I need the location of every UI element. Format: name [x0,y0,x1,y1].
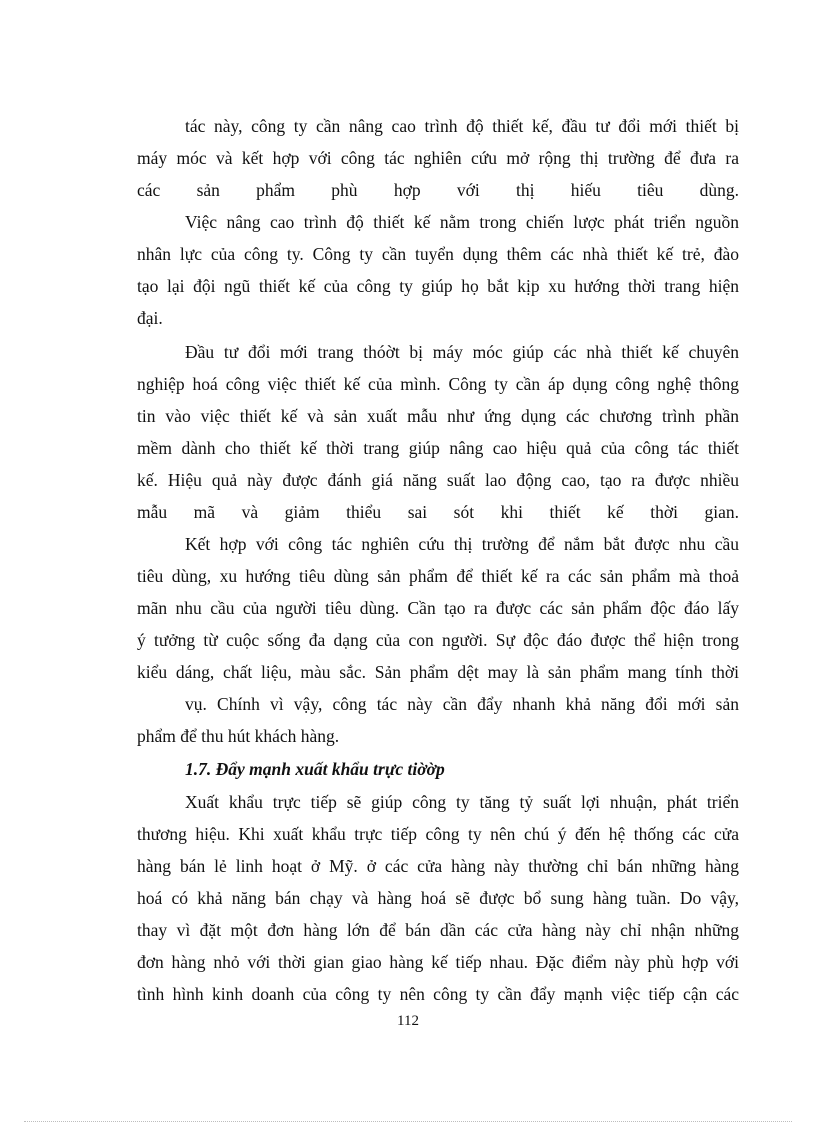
text-line: Đầu tư đổi mới trang thóờt bị máy móc giúp các nhà thiết kế chuyên [185,342,739,362]
text-line: các sản phẩm phù hợp với thị hiếu tiêu dùng. [137,180,739,200]
text-line: thương hiệu. Khi xuất khẩu trực tiếp công ty nên chú ý đến hệ thống các cửa [137,824,739,844]
text-line: nghiệp hoá công việc thiết kế của mình. Công ty cần áp dụng công nghệ thông [137,374,739,394]
text-line: tạo lại đội ngũ thiết kế của công ty giúp họ bắt kịp xu hướng thời trang hiện [137,276,739,296]
text-line: mẫu mã và giảm thiểu sai sót khi thiết kế thời gian. [137,502,739,522]
text-line: Xuất khẩu trực tiếp sẽ giúp công ty tăng tỷ suất lợi nhuận, phát triển [185,792,739,812]
page-border [24,1121,792,1122]
text-line: phẩm để thu hút khách hàng. [137,726,340,746]
text-line: Kết hợp với công tác nghiên cứu thị trường để nắm bắt được nhu cầu [185,534,739,554]
text-line: đại. [137,308,163,328]
text-line: Việc nâng cao trình độ thiết kế nằm trong chiến lược phát triển nguồn [185,212,739,232]
text-line: kiểu dáng, chất liệu, màu sắc. Sản phẩm dệt may là sản phẩm mang tính thời [137,662,739,682]
text-line: nhân lực của công ty. Công ty cần tuyển dụng thêm các nhà thiết kế trẻ, đào [137,244,739,264]
text-line: tiêu dùng, xu hướng tiêu dùng sản phẩm để thiết kế ra các sản phẩm mà thoả [137,566,739,586]
page-number: 112 [397,1013,419,1029]
text-line: tác này, công ty cần nâng cao trình độ thiết kế, đầu tư đổi mới thiết bị [185,116,739,136]
text-line: mãn nhu cầu của người tiêu dùng. Cần tạo ra được các sản phẩm độc đáo lấy [137,598,739,618]
text-line: ý tưởng từ cuộc sống đa dạng của con người. Sự độc đáo được thể hiện trong [137,630,739,650]
text-line: hoá có khả năng bán chạy và hàng hoá sẽ được bổ sung hàng tuần. Do vậy, [137,888,739,908]
text-line: tình hình kinh doanh của công ty nên công ty cần đẩy mạnh việc tiếp cận các [137,984,739,1004]
text-line: hàng bán lẻ linh hoạt ở Mỹ. ở các cửa hàng này thường chỉ bán những hàng [137,856,739,876]
section-heading: 1.7. Đẩy mạnh xuất khẩu trực tiờờp [185,759,445,779]
text-line: tin vào việc thiết kế và sản xuất mẫu như ứng dụng các chương trình phần [137,406,739,426]
text-line: máy móc và kết hợp với công tác nghiên cứu mở rộng thị trường để đưa ra [137,148,739,168]
text-line: thay vì đặt một đơn hàng lớn để bán dần các cửa hàng này chỉ nhận những [137,920,739,940]
text-line: mềm dành cho thiết kế thời trang giúp nâng cao hiệu quả của công tác thiết [137,438,739,458]
text-line: vụ. Chính vì vậy, công tác này cần đẩy nhanh khả năng đổi mới sản [185,694,739,714]
text-line: kế. Hiệu quả này được đánh giá năng suất lao động cao, tạo ra được nhiều [137,470,739,490]
text-line: đơn hàng nhỏ với thời gian giao hàng kế tiếp nhau. Đặc điểm này phù hợp với [137,952,739,972]
